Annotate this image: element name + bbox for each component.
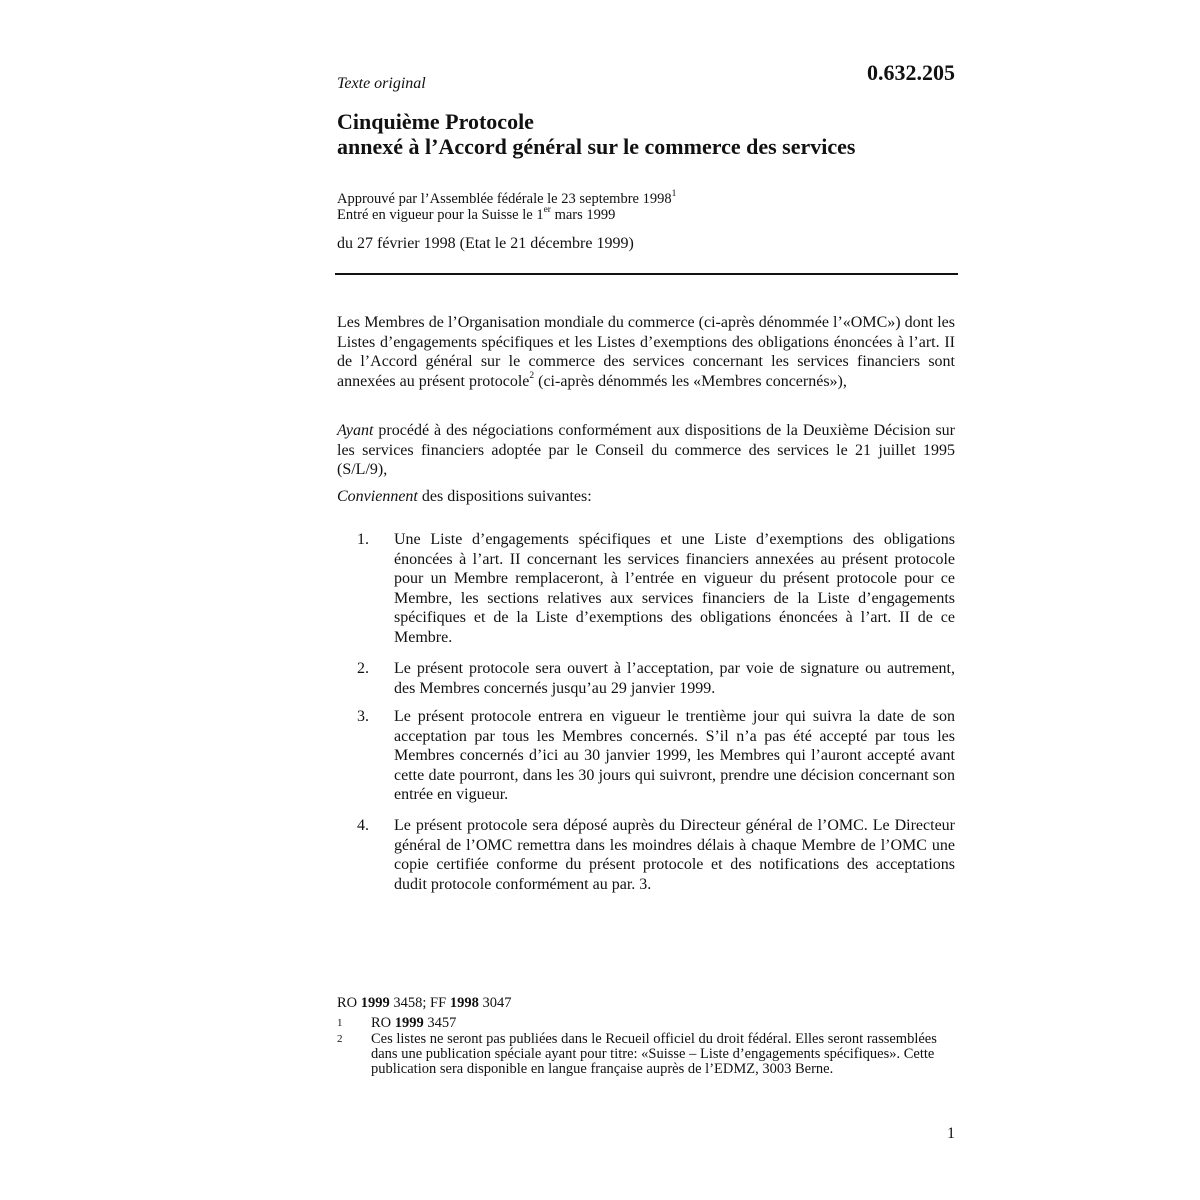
preamble-2-text: procédé à des négociations conformément aux dispositions de la Deuxième Décision sur les services financiers adoptée par le Conseil du commerce des services le 21 juillet 1995 (S/L/9),	[337, 422, 955, 478]
preamble-1-text: Les Membres de l’Organisation mondiale du commerce (ci-après dénommée l’«OMC») dont les Listes d’engagements spécifiques et les Listes d’exemptions des obligations énoncées à l’art. II de l’Accord général sur le commerce des services concernant les services financiers sont annexées au présent protocole	[337, 314, 955, 390]
ro-year: 1999	[360, 995, 390, 1011]
approval-text: Approuvé par l’Assemblée fédérale le 23 septembre 1998	[337, 191, 672, 207]
article-text: Le présent protocole entrera en vigueur le trentième jour qui suivra la date de son acceptation par tous les Membres concernés. S’il n’a pas été accepté par tous les Membres concernés d’ici au 30 janvier 1999, les Membres qui l’auront accepté avant cette date pourront, dans les 30 jours qui suivront, prendre une décision concernant son entrée en vigueur.	[394, 708, 955, 803]
header-divider	[335, 273, 958, 275]
footnote-ref-1: 1	[671, 189, 677, 200]
article-text: Une Liste d’engagements spécifiques et une Liste d’exemptions des obligations énoncées à l’art. II concernant les services financiers annexées au présent protocole pour un Membre remplaceront, à l’entrée en vigueur du présent protocole pour ce Membre, les sections relatives aux services financiers de la Liste d’engagements spécifiques et de la Liste d’exemptions des obligations énoncées à l’art. II de ce Membre.	[394, 531, 955, 646]
preamble-paragraph-3	[337, 487, 955, 507]
entry-ordinal: er	[543, 205, 551, 216]
footnote-1-year: 1999	[394, 1015, 424, 1031]
preamble-1-tail: (ci-après dénommés les «Membres concernés»),	[534, 372, 847, 390]
footnote-mark: 1	[337, 1017, 343, 1029]
article-number: 2.	[357, 660, 369, 677]
preamble-3-lead: Conviennent	[337, 488, 418, 505]
entry-text-start: Entré en vigueur pour la Suisse le 1	[337, 207, 544, 223]
approval-line	[337, 191, 957, 207]
preamble-paragraph-2	[337, 421, 955, 480]
ff-number: 3047	[478, 995, 512, 1011]
date-status-line: du 27 février 1998 (Etat le 21 décembre 1999)	[337, 235, 634, 252]
preamble-3-text: des dispositions suivantes:	[417, 488, 592, 505]
footnote-1-prefix: RO	[371, 1015, 395, 1031]
approval-info	[337, 191, 957, 223]
article-number: 3.	[357, 708, 369, 725]
article-text: Le présent protocole sera déposé auprès du Directeur général de l’OMC. Le Directeur général de l’OMC remettra dans les moindres délais à chaque Membre de l’OMC une copie certifiée conforme du présent protocole et des notifications des acceptations dudit protocole conformément au par. 3.	[394, 817, 955, 893]
footnote-ref-2: 2	[529, 371, 535, 382]
title-line-2: annexé à l’Accord général sur le commerce des services	[337, 134, 856, 159]
classification-number: 0.632.205	[867, 60, 955, 85]
article-number: 1.	[357, 531, 369, 548]
title-line-1: Cinquième Protocole	[337, 109, 534, 134]
document-title	[337, 109, 957, 159]
footnote-1-number: 3457	[423, 1015, 457, 1031]
ro-prefix: RO	[337, 995, 361, 1011]
publication-reference	[337, 996, 511, 1011]
ro-middle: 3458; FF	[389, 995, 450, 1011]
original-text-label: Texte original	[337, 75, 426, 92]
article-number: 4.	[357, 817, 369, 834]
entry-into-force-line	[337, 207, 957, 223]
footnote-text	[371, 1016, 957, 1031]
preamble-paragraph-1	[337, 313, 955, 391]
footnote-text: Ces listes ne seront pas publiées dans le Recueil officiel du droit fédéral. Elles seront rassemblées dans une publication spéciale ayant pour titre: «Suisse – Liste d’engagements spécifiques». Cette publication sera disponible en langue française auprès de l’EDMZ, 3003 Berne.	[371, 1031, 937, 1077]
ff-year: 1998	[449, 995, 479, 1011]
preamble-2-lead: Ayant	[337, 422, 374, 439]
entry-text-end: mars 1999	[550, 207, 616, 223]
article-text: Le présent protocole sera ouvert à l’acceptation, par voie de signature ou autrement, des Membres concernés jusqu’au 29 janvier 1999.	[394, 660, 955, 697]
page-number: 1	[947, 1125, 955, 1142]
footnote-mark: 2	[337, 1033, 343, 1045]
